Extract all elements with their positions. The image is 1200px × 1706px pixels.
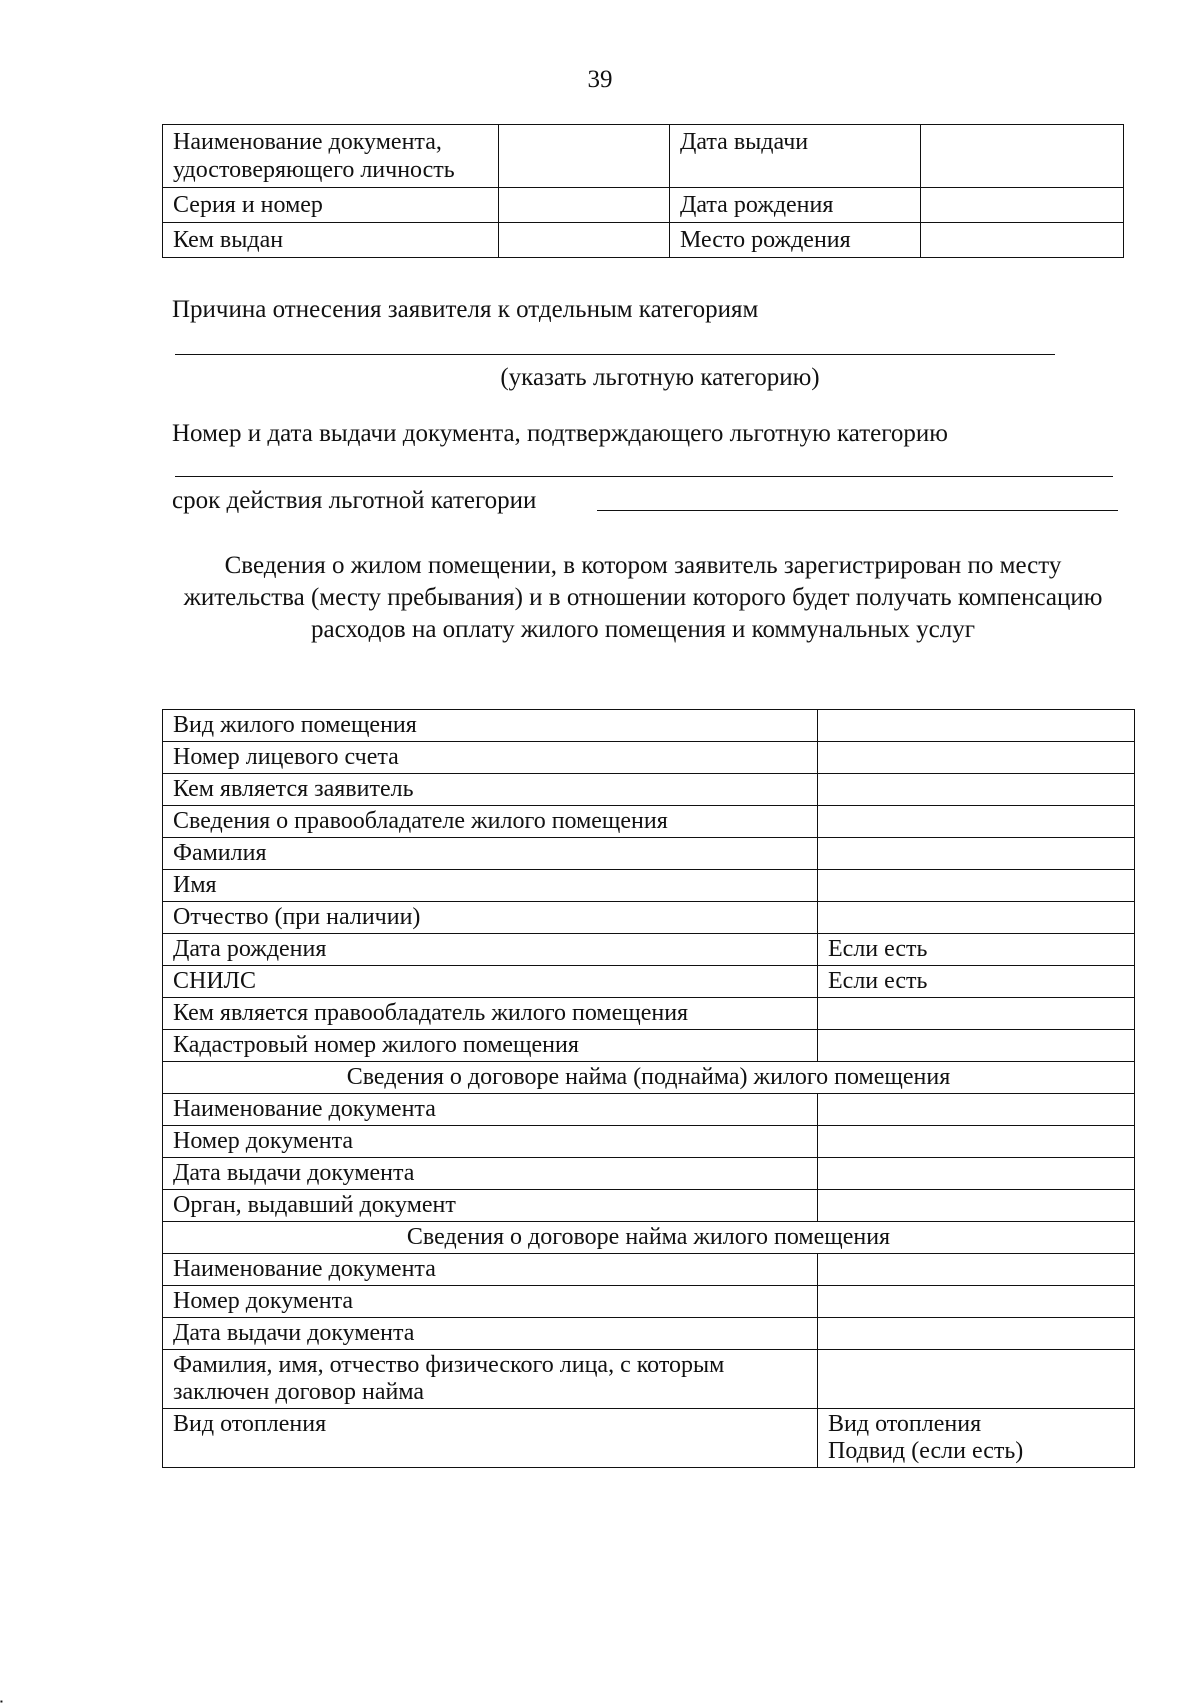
table-cell-value[interactable] [818, 710, 1135, 742]
table-cell-value[interactable] [499, 125, 670, 188]
table-cell-value[interactable] [818, 870, 1135, 902]
table-row [163, 1254, 1135, 1286]
table-row [163, 710, 1135, 742]
table-cell-value[interactable] [921, 223, 1124, 258]
table-cell-label: Имя [163, 870, 818, 902]
validity-blank-line[interactable] [597, 510, 1118, 511]
table-cell-label: Отчество (при наличии) [163, 902, 818, 934]
table-row-heating [163, 1409, 1135, 1468]
table-cell-value[interactable] [818, 1318, 1135, 1350]
table-cell-label: Кем выдан [163, 223, 499, 258]
table-cell-value[interactable] [818, 998, 1135, 1030]
page-number: 39 [587, 66, 613, 93]
table-cell-value[interactable]: Если есть [818, 966, 1135, 998]
heating-subtype-label: Подвид (если есть) [828, 1438, 1024, 1464]
table-cell-value[interactable] [818, 1254, 1135, 1286]
table-row [163, 125, 1124, 188]
table-cell-label: Фамилия, имя, отчество физического лица, с которым заключен договор найма [163, 1350, 818, 1409]
table-cell-label: Дата выдачи документа [163, 1318, 818, 1350]
table-cell-label: Наименование документа [163, 1254, 818, 1286]
table-section-row [163, 1062, 1135, 1094]
table-cell-label: Дата выдачи документа [163, 1158, 818, 1190]
table-row [163, 838, 1135, 870]
housing-info-table [162, 709, 1135, 1468]
table-row [163, 806, 1135, 838]
table-row [163, 998, 1135, 1030]
table-row [163, 1158, 1135, 1190]
table-cell-value[interactable] [818, 1409, 1135, 1468]
table-cell-label: Номер документа [163, 1126, 818, 1158]
table-cell-value[interactable] [818, 1126, 1135, 1158]
heating-type-label: Вид отопления [828, 1411, 982, 1437]
table-cell-label: Номер лицевого счета [163, 742, 818, 774]
table-row [163, 223, 1124, 258]
scan-mark: ▪ [0, 1697, 3, 1706]
table-row [163, 1190, 1135, 1222]
identity-document-table [162, 124, 1124, 258]
validity-label: срок действия льготной категории [172, 487, 537, 514]
table-cell-value[interactable] [818, 742, 1135, 774]
table-section-heading: Сведения о договоре найма (поднайма) жилого помещения [163, 1062, 1135, 1094]
table-cell-label: Серия и номер [163, 188, 499, 223]
table-cell-value[interactable] [921, 188, 1124, 223]
table-cell-value[interactable] [818, 774, 1135, 806]
table-row [163, 1350, 1135, 1409]
table-cell-value[interactable] [921, 125, 1124, 188]
reason-label: Причина отнесения заявителя к отдельным категориям [172, 296, 759, 323]
table-cell-label: Фамилия [163, 838, 818, 870]
table-cell-value[interactable] [818, 1286, 1135, 1318]
table-cell-label: Орган, выдавший документ [163, 1190, 818, 1222]
table-cell-value[interactable] [818, 838, 1135, 870]
table-row [163, 1126, 1135, 1158]
table-cell-label: Дата рождения [670, 188, 921, 223]
table-cell-label: Наименование документа [163, 1094, 818, 1126]
table-cell-label: Вид отопления [163, 1409, 818, 1468]
reason-blank-line[interactable] [175, 354, 1055, 355]
table-cell-value[interactable] [818, 1350, 1135, 1409]
table-row [163, 966, 1135, 998]
table-cell-label: Кадастровый номер жилого помещения [163, 1030, 818, 1062]
table-cell-label: Кем является заявитель [163, 774, 818, 806]
reason-hint: (указать льготную категорию) [500, 364, 820, 391]
benefit-document-label: Номер и дата выдачи документа, подтверждающего льготную категорию [172, 420, 948, 447]
table-cell-label: Место рождения [670, 223, 921, 258]
table-cell-label: Дата выдачи [670, 125, 921, 188]
table-row [163, 188, 1124, 223]
table-row [163, 902, 1135, 934]
table-row [163, 1094, 1135, 1126]
table-row [163, 934, 1135, 966]
table-cell-value[interactable] [818, 1030, 1135, 1062]
table-cell-value[interactable] [818, 1158, 1135, 1190]
table-section-heading: Сведения о договоре найма жилого помещения [163, 1222, 1135, 1254]
table-row [163, 1318, 1135, 1350]
table-cell-label: Номер документа [163, 1286, 818, 1318]
table-row [163, 742, 1135, 774]
table-row [163, 1286, 1135, 1318]
table-row [163, 774, 1135, 806]
table-cell-label: Дата рождения [163, 934, 818, 966]
benefit-document-blank-line[interactable] [175, 476, 1113, 477]
table-cell-value[interactable]: Если есть [818, 934, 1135, 966]
table-cell-value[interactable] [499, 188, 670, 223]
table-row [163, 870, 1135, 902]
table-cell-value[interactable] [818, 902, 1135, 934]
table-cell-value[interactable] [818, 806, 1135, 838]
table-cell-label: Сведения о правообладателе жилого помещения [163, 806, 818, 838]
housing-section-heading: Сведения о жилом помещении, в котором заявитель зарегистрирован по месту жительства (месту пребывания) и в отношении которого будет получать компенсацию расходов на оплату жилого помещения и коммунальных услуг [183, 552, 1103, 643]
table-cell-value[interactable] [818, 1094, 1135, 1126]
table-cell-label: СНИЛС [163, 966, 818, 998]
table-row [163, 1030, 1135, 1062]
table-section-row [163, 1222, 1135, 1254]
table-cell-value[interactable] [818, 1190, 1135, 1222]
table-cell-label: Наименование документа, удостоверяющего личность [163, 125, 499, 188]
table-cell-label: Кем является правообладатель жилого помещения [163, 998, 818, 1030]
table-cell-value[interactable] [499, 223, 670, 258]
table-cell-label: Вид жилого помещения [163, 710, 818, 742]
